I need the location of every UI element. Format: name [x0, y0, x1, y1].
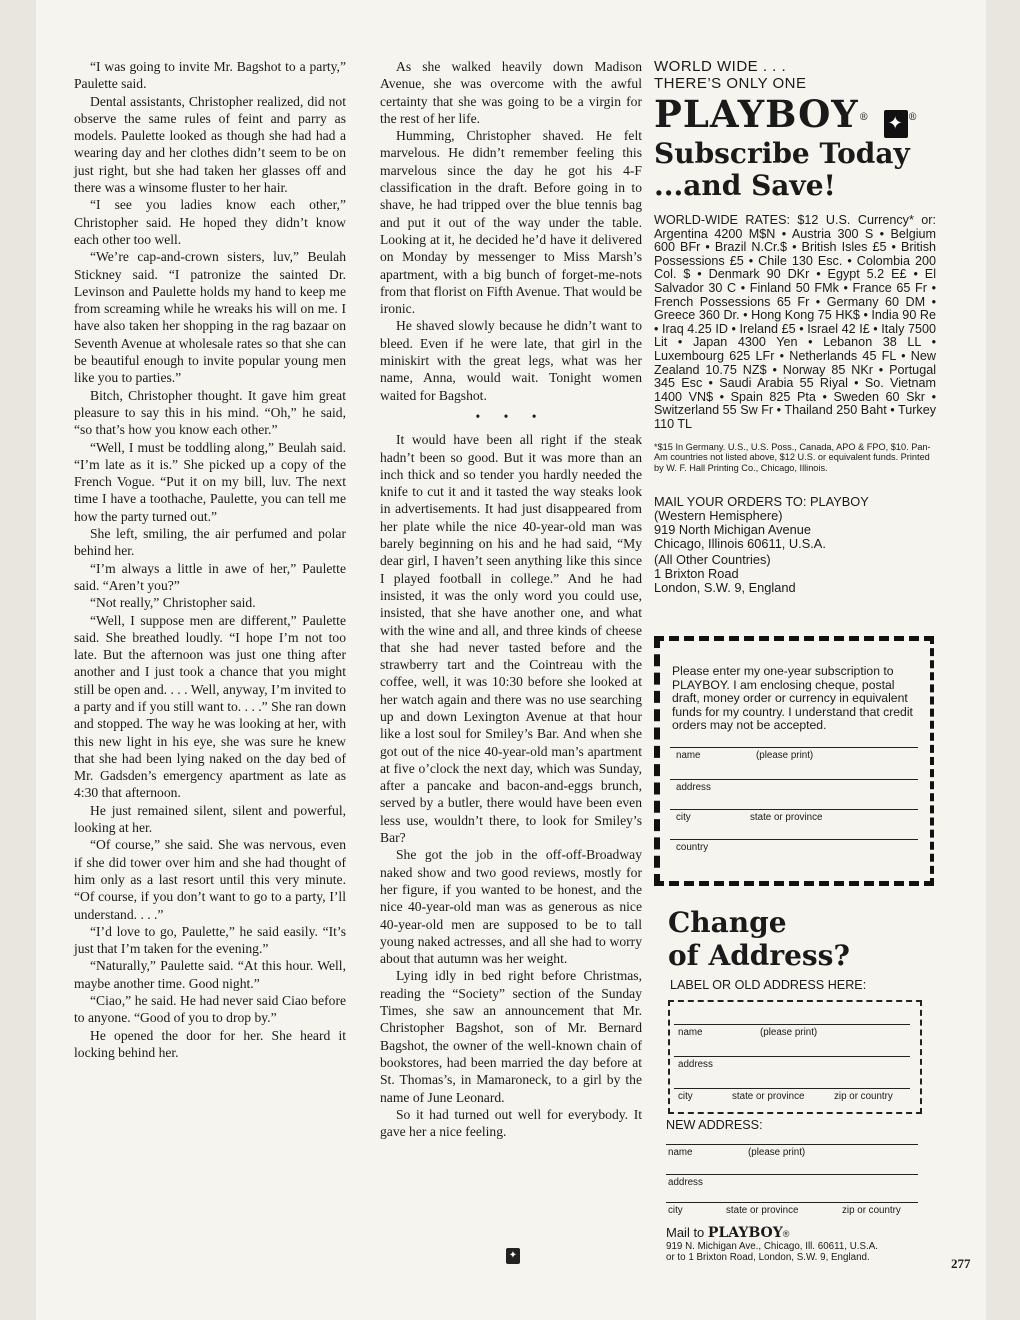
field-label: name — [676, 750, 701, 761]
page-number: 277 — [951, 1256, 971, 1271]
field-label: zip or country — [834, 1091, 893, 1102]
story-paragraph: He opened the door for her. She heard it locking behind her. — [74, 1027, 346, 1060]
story-paragraph: “I was going to invite Mr. Bagshot to a party,” Paulette said. — [74, 59, 346, 92]
coa-title-line: of Address? — [668, 939, 850, 972]
playboy-logo: PLAYBOY® ✦ ® — [654, 92, 919, 136]
ad-headline-1: WORLD WIDE . . . — [654, 58, 787, 75]
mail-line: London, S.W. 9, England — [654, 580, 796, 595]
rabbit-head-icon: ✦ — [884, 110, 908, 138]
story-paragraph: “Well, I suppose men are different,” Paulette said. She breathed loudly. “I hope I’m not too late. But the afternoon was just one thing after another and I just took a chance that you might still be open and. . . . Well, anyway, I’m invited to a party and if you still want to. . . .” She ran down and stopped. The way he was looking at her, with this new light in his eye, she was sure he knew that she had been lying naked on the day bed of Mr. Gadsden’s emergency apartment as late as 4:30 that afternoon. — [74, 612, 346, 801]
mailto-line: or to 1 Brixton Road, London, S.W. 9, England. — [666, 1252, 870, 1263]
field-label: address — [678, 1059, 713, 1070]
mail-line: (Western Hemisphere) — [654, 508, 783, 523]
story-paragraph: Humming, Christopher shaved. He felt marvelous. He didn’t remember feeling this marvelous since the day he got his 4-F classification in the draft. Before going in to shave, he had tripped over the blue tennis bag and put it out of the way under the table. Looking at it, he decided he’d have it delivered on Monday by messenger to Miss Marsh’s apartment, with a big bunch of forget-me-nots from that florist on Fifth Avenue. That would be ironic. — [380, 128, 642, 317]
field-label: state or province — [726, 1205, 799, 1216]
coa-title-line: Change — [668, 906, 787, 939]
old-address-box — [668, 1000, 922, 1114]
story-paragraph: She got the job in the off-off-Broadway naked show and two good reviews, mostly for her figure, if you wanted to be honest, and the nice 40-year-old man was as generous as nice 40-year-old men are supposed to be to tall young naked actresses, and all she had to worry about that autumn was her weight. — [380, 847, 642, 967]
world-wide-rates: WORLD-WIDE RATES: $12 U.S. Currency* or: Argentina 4200 M$N • Austria 300 S • Belgium 600 BFr • Brazil N.Cr.$ • British Isles £5 • British Possessions £5 • Chile 130 Esc. • Colombia 200 Col. $ • Denmark 90 DKr • Egypt 5.2 E£ • El Salvador 30 C • Finland 50 FMk • France 65 Fr • French Possessions 65 Fr • Germany 60 DM • Greece 360 Dr. • Hong Kong 75 HK$ • India 90 Re • Iraq 4.25 ID • Ireland £5 • Israel 42 I£ • Italy 7500 Lit • Japan 4300 Yen • Lebanon 38 LL • Luxembourg 625 LFr • Netherlands 45 FL • New Zealand 10.75 NZ$ • Norway 85 NKr • Portugal 345 Esc • Saudi Arabia 55 Riyal • So. Vietnam 1400 VN$ • Spain 825 Pta • Sweden 60 Skr • Switzerland 55 Sw Fr • Thailand 250 Baht • Turkey 110 TL — [654, 213, 936, 431]
subscription-coupon — [654, 636, 934, 886]
story-column-2 — [380, 58, 642, 1140]
coupon-name-field[interactable] — [670, 747, 918, 761]
story-paragraph: “Not really,” Christopher said. — [90, 595, 256, 611]
field-label: city — [668, 1205, 683, 1216]
field-label: name — [668, 1147, 693, 1158]
field-label: city — [676, 812, 691, 823]
story-paragraph: He shaved slowly because he didn’t want to bleed. Even if he were late, that girl in the miniskirt with the great legs, what was her name, Anna, would wait. Tonight women waited for Bagshot. — [380, 318, 642, 403]
story-paragraph: “We’re cap-and-crown sisters, luv,” Beulah Stickney said. “I patronize the sainted Dr. Levinson and Paulette holds my hand to keep me from screaming while he wreaks his will on me. I have also taken her shopping in the rag bazaar on Seventh Avenue at wholesale rates so that she can be beautiful enough to invite popular young men like you to parties.” — [74, 249, 346, 386]
story-paragraph: “Naturally,” Paulette said. “At this hour. Well, maybe another time. Good night.” — [74, 958, 346, 991]
story-paragraph: “Ciao,” he said. He had never said Ciao before to anyone. “Good of you to drop by.” — [74, 993, 346, 1026]
mailto-prefix: Mail to — [666, 1225, 705, 1240]
change-of-address-title — [668, 906, 850, 972]
story-paragraph: So it had turned out well for everybody. It gave her a nice feeling. — [380, 1106, 642, 1140]
mailto-line: 919 N. Michigan Ave., Chicago, Ill. 60611, U.S.A. — [666, 1241, 879, 1252]
story-paragraph: He just remained silent, silent and powerful, looking at her. — [74, 802, 346, 836]
mail-to-address: Mail to PLAYBOY® 919 N. Michigan Ave., Chicago, Ill. 60611, U.S.A. or to 1 Brixton Road, London, S.W. 9, England. — [666, 1225, 879, 1263]
subscribe-today: Subscribe Today — [654, 137, 910, 170]
story-paragraph: “Well, I must be toddling along,” Beulah said. “I’m late as it is.” She picked up a copy of the French Vogue. “Put it on my bill, luv. The next time I have a toothache, Paulette, you can tell me how the party turned out.” — [74, 439, 346, 524]
field-label: state or province — [750, 812, 823, 823]
section-separator: • • • — [475, 408, 547, 424]
story-paragraph: “I’d love to go, Paulette,” he said easily. “It’s just that I’m taken for the evening.” — [74, 923, 346, 957]
new-address-label: NEW ADDRESS: — [666, 1118, 763, 1132]
story-paragraph: She left, smiling, the air perfumed and polar behind her. — [74, 526, 346, 559]
mail-line: 1 Brixton Road — [654, 566, 739, 581]
mail-line: (All Other Countries) — [654, 552, 771, 567]
field-label: city — [678, 1091, 693, 1102]
and-save: ...and Save! — [654, 169, 836, 202]
mail-line: Chicago, Illinois 60611, U.S.A. — [654, 536, 826, 551]
story-paragraph: As she walked heavily down Madison Avenue, she was overcome with the awful certainty that she was going to be a virgin for the rest of her life. — [380, 59, 642, 126]
coupon-city-field[interactable] — [670, 809, 918, 823]
field-label: country — [676, 842, 709, 853]
mail-line: 919 North Michigan Avenue — [654, 522, 811, 537]
old-name-field[interactable] — [674, 1024, 910, 1038]
story-paragraph: “I see you ladies know each other,” Christopher said. He hoped they didn’t know each other too well. — [74, 197, 346, 247]
new-name-field[interactable] — [666, 1144, 918, 1158]
coupon-address-field[interactable] — [670, 779, 918, 793]
subscription-ad — [654, 58, 936, 1263]
story-column-1 — [74, 58, 346, 1061]
mail-line: MAIL YOUR ORDERS TO: PLAYBOY — [654, 494, 869, 509]
field-label: address — [668, 1177, 703, 1188]
new-city-field[interactable] — [666, 1202, 918, 1216]
field-label: name — [678, 1027, 703, 1038]
playboy-logo-text: PLAYBOY — [654, 92, 859, 136]
coupon-country-field[interactable] — [670, 839, 918, 853]
story-paragraph: Dental assistants, Christopher realized, did not observe the same rules of feint and parry as models. Paulette looked as though she had had a wearing day and her clothes didn’t seem to be on just right, but she had taken her glasses off and there was a winsome fluster to her hair. — [74, 93, 346, 196]
field-label: (please print) — [748, 1147, 806, 1158]
magazine-page — [36, 0, 986, 1320]
bunny-end-mark-icon: ✦ — [506, 1248, 520, 1264]
field-label: state or province — [732, 1091, 805, 1102]
old-city-field[interactable] — [674, 1088, 910, 1102]
field-label: (please print) — [760, 1027, 818, 1038]
old-address-label: LABEL OR OLD ADDRESS HERE: — [670, 978, 867, 992]
field-label: (please print) — [756, 750, 814, 761]
story-paragraph: Bitch, Christopher thought. It gave him great pleasure to say this in his mind. “Oh,” he said, “so that’s how you know each other.” — [74, 387, 346, 438]
story-paragraph: Lying idly in bed right before Christmas, reading the “Society” section of the Sunday Times, she saw an announcement that Mr. Christopher Bagshot, son of Mr. Bernard Bagshot, the owner of the well-known chain of bookstores, had been married the day before at St. Thomas’s, in Mamaroneck, to a girl by the name of June Leonard. — [380, 968, 642, 1105]
new-address-field[interactable] — [666, 1174, 918, 1188]
field-label: zip or country — [842, 1205, 901, 1216]
rates-footnote: *$15 In Germany. U.S., U.S. Poss., Canada, APO & FPO, $10. Pan-Am countries not listed above, $12 U.S. or equivalent funds. Printed by W. F. Hall Printing Co., Chicago, Illinois. — [654, 441, 931, 473]
coupon-text: Please enter my one-year subscription to PLAYBOY. I am enclosing cheque, postal draft, money order or currency in equivalent funds for my country. I understand that credit orders may not be accepted. — [672, 664, 913, 733]
story-paragraph: It would have been all right if the steak hadn’t been so good. But it was more than an inch thick and so tender you hardly needed the knife to cut it and it tasted the way steaks look in advertisements. It had just disappeared from her plate while the nice 40-year-old man was barely beginning on his and he had said, “My dear girl, I haven’t seen anything like this since I played football in college.” And he had insisted, it was the only word you could use, insisted, that she have another one, and what with the wine and all, and three kinds of cheese that she had never tasted before and the strawberry tart and the Cointreau with the coffee, well, it was 10:30 before she looked at her watch again and there was no use searching up and down Lexington Avenue at that hour like a lost soul for Smiley’s Bar. And when she got out of the nice 40-year-old man’s apartment at five o’clock the next day, which was Sunday, after a pancake and bacon-and-eggs brunch, served by a butler, there would have been even less use, wouldn’t there, to look for Smiley’s Bar? — [380, 432, 642, 846]
mailto-brand: PLAYBOY — [707, 1225, 783, 1241]
ad-headline-2: THERE’S ONLY ONE — [654, 75, 807, 92]
old-address-field[interactable] — [674, 1056, 910, 1070]
story-paragraph: “I’m always a little in awe of her,” Paulette said. “Aren’t you?” — [74, 560, 346, 593]
story-paragraph: “Of course,” she said. She was nervous, even if she did tower over him and she had thought of him only as a last resort until this very minute. “Of course, if you don’t want to go to a party, I’ll understand. . . .” — [74, 837, 346, 922]
mail-orders — [654, 495, 936, 595]
field-label: address — [676, 782, 711, 793]
